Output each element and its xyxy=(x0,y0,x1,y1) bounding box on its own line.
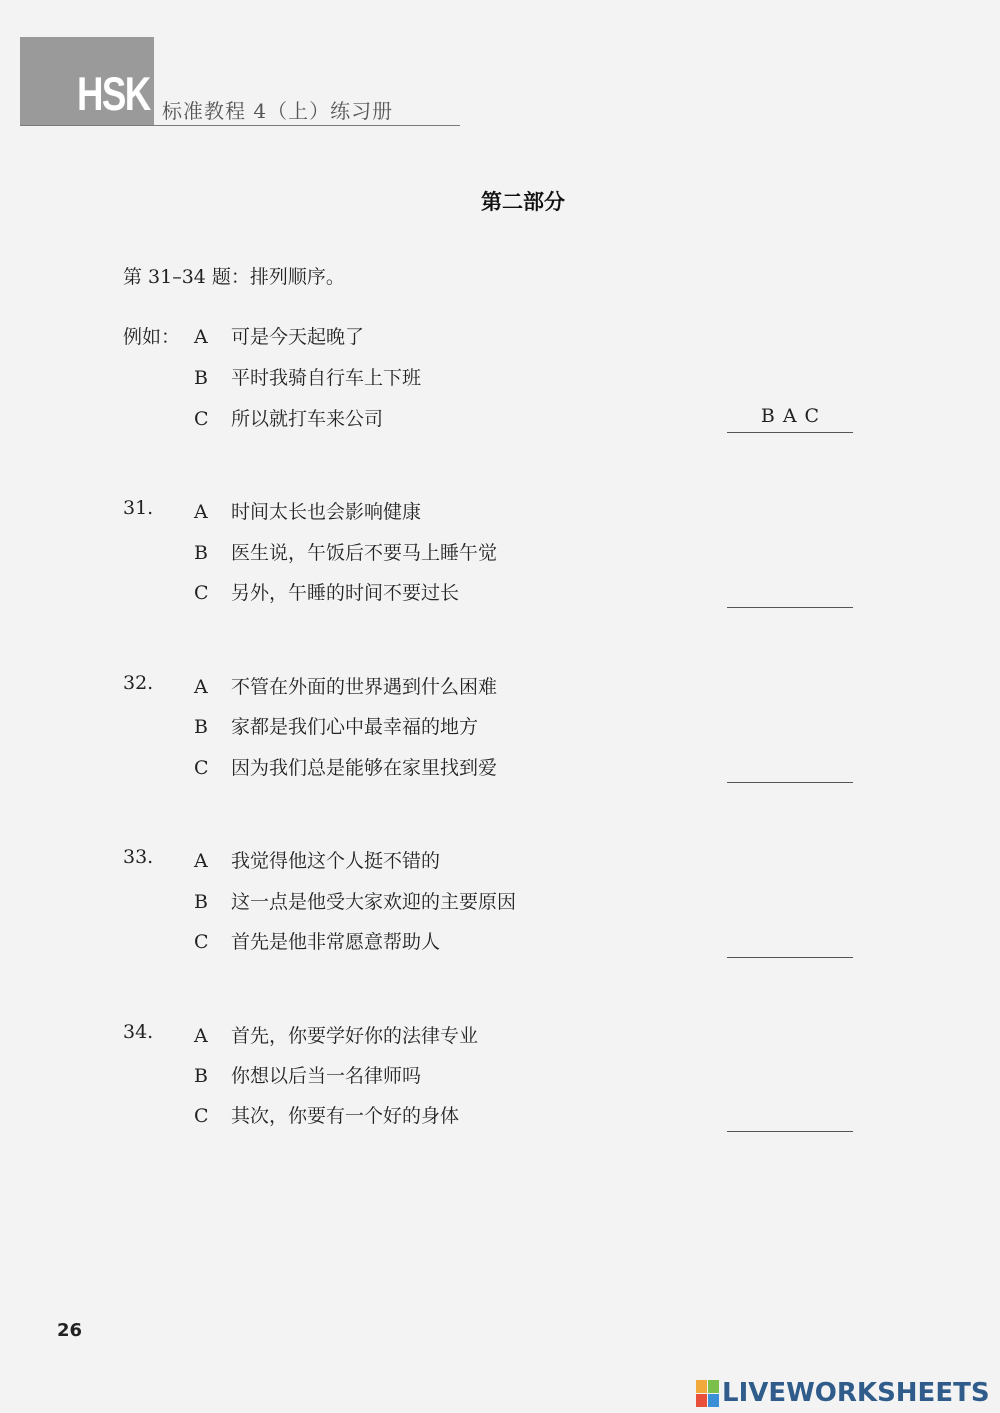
book-title: 标准教程 4（上）练习册 xyxy=(162,99,394,123)
option-letter: A xyxy=(194,676,208,698)
option-letter: B xyxy=(194,367,208,389)
q33-option-c xyxy=(194,927,440,954)
option-text: 另外，午睡的时间不要过长 xyxy=(231,582,460,604)
option-text: 平时我骑自行车上下班 xyxy=(231,367,422,389)
option-text: 时间太长也会影响健康 xyxy=(231,501,422,523)
liveworksheets-logo-icon xyxy=(696,1380,718,1406)
option-text: 其次，你要有一个好的身体 xyxy=(231,1105,460,1127)
watermark-text: LIVEWORKSHEETS xyxy=(722,1378,990,1408)
q34-option-a xyxy=(194,1021,478,1048)
q31-option-b xyxy=(194,538,497,565)
q33-answer-line xyxy=(727,957,853,958)
option-letter: C xyxy=(194,931,209,953)
option-text: 首先是他非常愿意帮助人 xyxy=(231,931,441,953)
question-number-32: 32. xyxy=(123,672,154,694)
option-letter: A xyxy=(194,850,208,872)
option-text: 医生说，午饭后不要马上睡午觉 xyxy=(231,542,498,564)
page-number: 26 xyxy=(57,1320,83,1341)
logo-square-4 xyxy=(708,1394,719,1407)
option-letter: A xyxy=(194,326,208,348)
option-text: 家都是我们心中最幸福的地方 xyxy=(231,716,479,738)
option-letter: C xyxy=(194,582,209,604)
option-text: 不管在外面的世界遇到什么困难 xyxy=(231,676,498,698)
option-text: 这一点是他受大家欢迎的主要原因 xyxy=(231,891,517,913)
q34-answer-line xyxy=(727,1131,853,1132)
q31-answer-line xyxy=(727,607,853,608)
instruction-text: 第 31–34 题：排列顺序。 xyxy=(123,266,345,288)
q33-option-a xyxy=(194,846,440,873)
example-option-b xyxy=(194,363,421,390)
option-text: 我觉得他这个人挺不错的 xyxy=(231,850,441,872)
option-text: 可是今天起晚了 xyxy=(231,326,365,348)
option-text: 所以就打车来公司 xyxy=(231,408,384,430)
logo-square-1 xyxy=(696,1380,707,1393)
liveworksheets-watermark[interactable] xyxy=(696,1378,990,1408)
question-number-33: 33. xyxy=(123,846,154,868)
example-option-c xyxy=(194,404,383,431)
section-title: 第二部分 xyxy=(481,189,565,214)
example-answer-line xyxy=(727,432,853,433)
logo-square-3 xyxy=(696,1394,707,1407)
q34-option-c xyxy=(194,1101,459,1128)
question-number-31: 31. xyxy=(123,497,154,519)
option-text: 你想以后当一名律师吗 xyxy=(231,1065,422,1087)
q31-option-c xyxy=(194,578,459,605)
q32-option-c xyxy=(194,753,497,780)
q32-answer-line xyxy=(727,782,853,783)
option-letter: C xyxy=(194,408,209,430)
option-text: 因为我们总是能够在家里找到爱 xyxy=(231,757,498,779)
option-letter: B xyxy=(194,716,208,738)
header-divider xyxy=(20,125,460,126)
q32-option-a xyxy=(194,672,497,699)
hsk-logo: HSK xyxy=(77,67,150,120)
q34-option-b xyxy=(194,1061,421,1088)
option-letter: C xyxy=(194,1105,209,1127)
example-option-a xyxy=(194,322,364,349)
option-letter: A xyxy=(194,1025,208,1047)
example-answer: BAC xyxy=(760,405,828,427)
q32-option-b xyxy=(194,712,478,739)
q31-option-a xyxy=(194,497,421,524)
option-letter: B xyxy=(194,542,208,564)
option-letter: A xyxy=(194,501,208,523)
option-letter: B xyxy=(194,1065,208,1087)
option-letter: B xyxy=(194,891,208,913)
logo-square-2 xyxy=(708,1380,719,1393)
question-number-34: 34. xyxy=(123,1021,154,1043)
option-letter: C xyxy=(194,757,209,779)
example-label: 例如： xyxy=(123,326,181,348)
option-text: 首先，你要学好你的法律专业 xyxy=(231,1025,479,1047)
q33-option-b xyxy=(194,887,516,914)
